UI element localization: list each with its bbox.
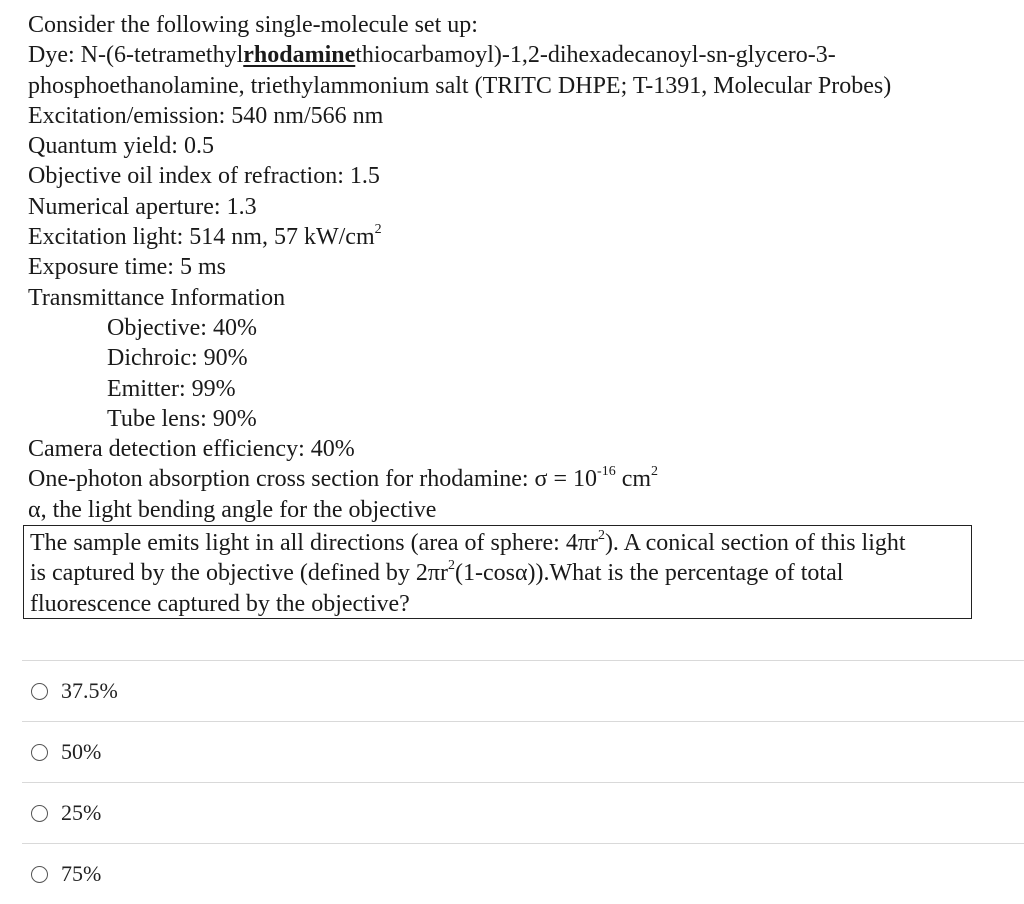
cross-section-unit-sup: 2 [651, 464, 659, 480]
question-part1: The sample emits light in all directions (area of sphere: 4πr [30, 530, 598, 556]
transmittance-emitter: Emitter: 99% [107, 375, 236, 402]
exposure-time: Exposure time: 5 ms [28, 254, 226, 281]
question-part2: ). A conical section of this light [604, 530, 906, 556]
oil-index: Objective oil index of refraction: 1.5 [28, 163, 380, 190]
alpha-definition: α, the light bending angle for the objective [28, 496, 437, 523]
camera-efficiency: Camera detection efficiency: 40% [28, 436, 355, 463]
answer-option[interactable] [22, 721, 1024, 782]
answer-option-label: 75% [61, 861, 102, 886]
question-line2-part1: is captured by the objective (defined by 2πr [30, 560, 448, 587]
question-box [23, 525, 972, 619]
answer-option-label: 50% [61, 739, 102, 764]
excitation-emission: Excitation/emission: 540 nm/566 nm [28, 102, 384, 129]
answer-option-label: 37.5% [61, 678, 118, 703]
radio-button[interactable] [31, 805, 48, 822]
dye-suffix: thiocarbamoyl)-1,2-dihexadecanoyl-sn-glycero-3- [355, 42, 836, 69]
transmittance-tube-lens: Tube lens: 90% [107, 405, 257, 432]
radio-button[interactable] [31, 683, 48, 700]
transmittance-objective: Objective: 40% [107, 314, 257, 341]
problem-text [28, 10, 1008, 525]
answer-options [22, 660, 1024, 904]
cross-section-exp: -16 [597, 464, 616, 480]
radio-button[interactable] [31, 744, 48, 761]
dye-line-2: phosphoethanolamine, triethylammonium salt (TRITC DHPE; T-1391, Molecular Probes) [28, 72, 892, 99]
excitation-light-text: Excitation light: 514 nm, 57 kW/cm [28, 224, 375, 251]
excitation-light [28, 222, 1008, 252]
quantum-yield: Quantum yield: 0.5 [28, 133, 214, 160]
question-line-2 [30, 558, 969, 588]
transmittance-heading: Transmittance Information [28, 284, 286, 311]
excitation-light-sup: 2 [374, 222, 382, 238]
intro-line: Consider the following single-molecule set up: [28, 12, 478, 38]
answer-option[interactable] [22, 660, 1024, 721]
answer-option[interactable] [22, 843, 1024, 904]
question-line-3: fluorescence captured by the objective? [30, 590, 410, 617]
answer-option-label: 25% [61, 800, 102, 825]
question-sup2: 2 [447, 558, 455, 574]
dye-line-1 [28, 40, 1008, 70]
question-line-1 [30, 528, 969, 558]
cross-section-text: One-photon absorption cross section for rhodamine: σ = 10 [28, 466, 598, 493]
transmittance-dichroic: Dichroic: 90% [107, 345, 248, 372]
dye-prefix: Dye: N-(6-tetramethyl [28, 42, 244, 69]
numerical-aperture: Numerical aperture: 1.3 [28, 193, 257, 220]
cross-section-unit: cm [615, 466, 652, 493]
answer-option[interactable] [22, 782, 1024, 843]
cross-section [28, 464, 1008, 494]
dye-emphasis: rhodamine [243, 42, 356, 69]
radio-button[interactable] [31, 866, 48, 883]
question-line2-part2: (1-cosα)).What is the percentage of total [454, 560, 844, 587]
question-sup1: 2 [597, 528, 605, 543]
